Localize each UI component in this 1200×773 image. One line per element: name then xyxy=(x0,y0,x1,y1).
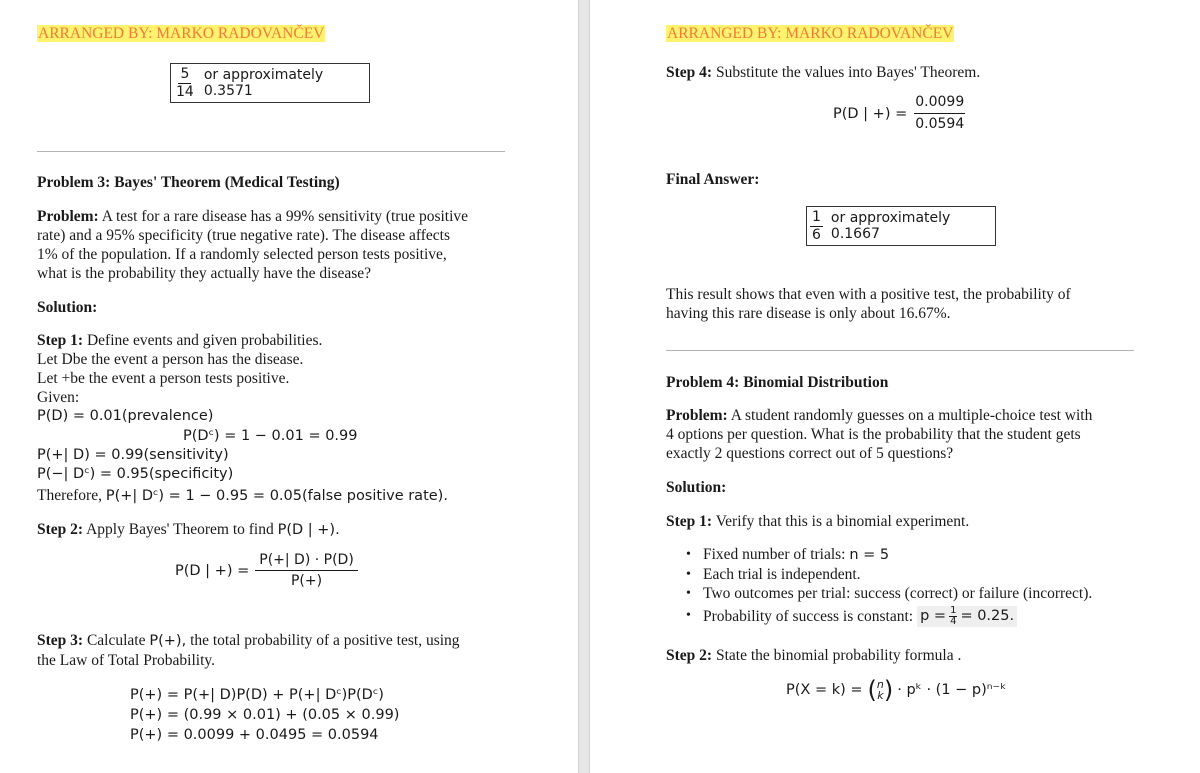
step-3-block: Step 3: Calculate P(+), the total probability of a positive test, using the Law of Total Probability. xyxy=(37,632,460,669)
left-page xyxy=(0,0,578,773)
bayes-formula: P(D | +) = $\frac{P(+| D) \cdot P(D)}{P(+)}$ xyxy=(175,553,358,589)
given-specificity: P(−| Dᶜ) = 0.95(specificity) xyxy=(37,466,234,482)
probability-value: p = $\frac{1}{4}$ = 0.25. xyxy=(917,606,1017,627)
previous-answer-fraction: $\frac{5}{14}$ xyxy=(176,65,194,100)
right-page: ARRANGED BY: MARKO RADOVANČEV Step 4: Substitute the values into Bayes' Theorem. P(D | +) = $\frac{0.0099}{0.0594}$ Final Answer: $\frac{1}{6}$ or approximately 0.1667 This result shows that even with a positive test, the probability of having this rare disease is only about 16.67%. Problem 4: Binomial Distribution Problem: A student randomly guesses on a multiple-choice test with 4 options per question. What is the probability that the student gets exactly 2 questions correct out of 5 questions? Solution: Step 1: Verify that this is a binomial experiment. • Fixed number of trials: n = 5 • Each trial is independent. • Two outcomes per trial: success (correct) or failure (incorrect). • Probability of success is constant: p = $\frac{1}{4}$ = 0.25. Step 2: State the binomial probability formula . P(X = k) = ( n k ) · pᵏ · (1 − p)ⁿ⁻ᵏ xyxy=(590,0,1200,773)
page-header: ARRANGED BY: MARKO RADOVANČEV xyxy=(667,25,954,42)
bullet-icon: • xyxy=(686,608,691,623)
problem-3-statement: Problem: A test for a rare disease has a 99% sensitivity (true positive rate) and a 95% specificity (true negative rate). The disease affects 1% of the population. If a randomly selected person tests positive, what is the probability they actually have the disease? xyxy=(37,208,469,282)
section-divider xyxy=(666,350,1134,351)
step-1-line: Step 1: Verify that this is a binomial experiment. xyxy=(666,513,970,530)
step-2-line: Step 2: Apply Bayes' Theorem to find P(D | +). xyxy=(37,521,340,538)
probability-fraction: $\frac{1}{4}$ xyxy=(950,605,957,627)
given-prevalence: P(D) = 0.01(prevalence) xyxy=(37,408,214,424)
substitution-fraction: $\frac{0.0099}{0.0594}$ xyxy=(915,94,965,132)
problem-4-title: Problem 4: Binomial Distribution xyxy=(666,374,889,391)
binomial-coefficient: ( n k ) xyxy=(867,676,894,704)
therefore-line: Therefore, P(+| Dᶜ) = 1 − 0.95 = 0.05(false positive rate). xyxy=(37,487,448,504)
bayes-fraction: $\frac{P(+| D) \cdot P(D)}{P(+)}$ xyxy=(255,553,358,589)
bullet-icon: • xyxy=(686,547,691,562)
result-explanation: This result shows that even with a positive test, the probability of having this rare disease is only about 16.67%. xyxy=(666,286,1071,322)
bullet-icon: • xyxy=(686,586,691,601)
final-answer-label: Final Answer: xyxy=(666,171,760,188)
final-answer-text: or approximately 0.1667 xyxy=(830,210,951,242)
previous-answer-box xyxy=(170,63,370,103)
binomial-formula: P(X = k) = ( n k ) · pᵏ · (1 − p)ⁿ⁻ᵏ xyxy=(786,676,1007,704)
final-answer-fraction: $\frac{1}{6}$ xyxy=(812,208,821,243)
substitution-formula: P(D | +) = $\frac{0.0099}{0.0594}$ xyxy=(833,94,965,132)
given-complement: P(Dᶜ) = 1 − 0.01 = 0.99 xyxy=(183,428,358,444)
step-1-block: Step 1: Define events and given probabilities. Let Dbe the event a person has the disease. Let +be the event a person tests positive. Given: xyxy=(37,332,323,406)
previous-answer-text: or approximately 0.3571 xyxy=(203,67,324,99)
total-probability-calc: P(+) = P(+| D)P(D) + P(+| Dᶜ)P(Dᶜ) P(+) = (0.99 × 0.01) + (0.05 × 0.99) P(+) = 0.0099 + 0.0495 = 0.0594 xyxy=(130,687,400,743)
given-sensitivity: P(+| D) = 0.99(sensitivity) xyxy=(37,447,229,463)
page-gutter xyxy=(578,0,590,773)
step-4-line: Step 4: Substitute the values into Bayes' Theorem. xyxy=(666,64,981,81)
final-answer-box xyxy=(806,206,996,246)
page-header: ARRANGED BY: MARKO RADOVANČEV xyxy=(38,25,325,42)
problem-4-statement: Problem: A student randomly guesses on a multiple-choice test with 4 options per question. What is the probability that the student gets exactly 2 questions correct out of 5 questions? xyxy=(666,407,1093,462)
solution-label: Solution: xyxy=(37,299,98,316)
problem-3-title: Problem 3: Bayes' Theorem (Medical Testing) xyxy=(37,174,340,191)
solution-label: Solution: xyxy=(666,479,727,496)
step-2-line: Step 2: State the binomial probability formula . xyxy=(666,647,962,664)
bullet-icon: • xyxy=(686,567,691,582)
section-divider xyxy=(37,151,505,152)
